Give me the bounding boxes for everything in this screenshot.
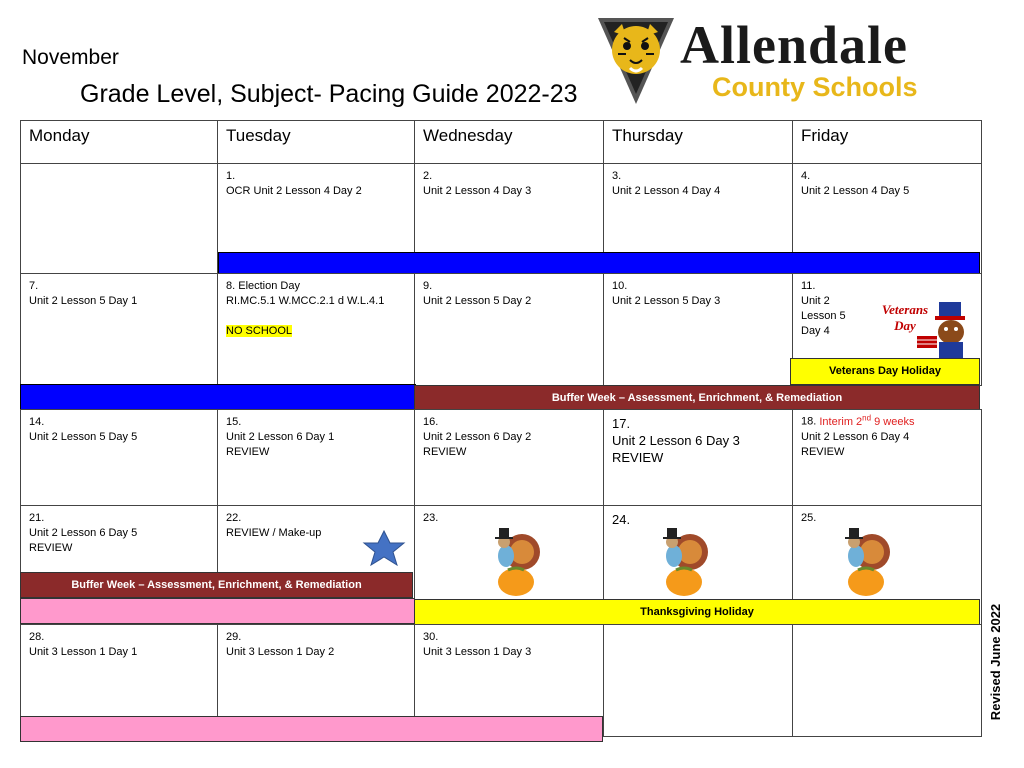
- day-cell-2: 2. Unit 2 Lesson 4 Day 3: [414, 163, 604, 274]
- day-cell-1: 1. OCR Unit 2 Lesson 4 Day 2: [217, 163, 415, 274]
- month-title: November: [22, 46, 119, 69]
- day-cell-16: 16. Unit 2 Lesson 6 Day 2 REVIEW: [414, 409, 604, 506]
- day-cell-17: 17. Unit 2 Lesson 6 Day 3 REVIEW: [603, 409, 793, 506]
- day-cell-3: 3. Unit 2 Lesson 4 Day 4: [603, 163, 793, 274]
- day-cell-22: 22. REVIEW / Make-up: [217, 505, 415, 625]
- thanksgiving-turkey-icon: [488, 526, 546, 598]
- week-bar-pink: [20, 598, 415, 624]
- day-cell-8: [217, 273, 415, 386]
- buffer-week-bar: Buffer Week – Assessment, Enrichment, & Remediation: [20, 572, 413, 598]
- day-cell-empty: [20, 163, 218, 274]
- day-cell-9: 9. Unit 2 Lesson 5 Day 2: [414, 273, 604, 386]
- page-title: Grade Level, Subject- Pacing Guide 2022-23: [80, 80, 578, 108]
- week-bar-pink: [20, 716, 603, 742]
- logo-name: Allendale: [680, 15, 909, 75]
- thanksgiving-turkey-icon: [838, 526, 896, 598]
- veterans-day-image: [869, 296, 979, 360]
- day-cell-7: 7. Unit 2 Lesson 5 Day 1: [20, 273, 218, 386]
- thanksgiving-holiday-bar: Thanksgiving Holiday: [414, 599, 980, 625]
- buffer-week-bar: Buffer Week – Assessment, Enrichment, & Remediation: [414, 385, 980, 411]
- day-cell-25: 25.: [792, 505, 982, 625]
- interim-text: Interim 2: [819, 415, 863, 428]
- day-cell-24: 24.: [603, 505, 793, 625]
- header-monday: Monday: [20, 120, 218, 164]
- veterans-holiday-bar: Veterans Day Holiday: [790, 358, 980, 385]
- day-cell-21: 21. Unit 2 Lesson 6 Day 5 REVIEW: [20, 505, 218, 625]
- header-friday: Friday: [792, 120, 982, 164]
- day-11-text: 11. Unit 2 Lesson 5 Day 4: [801, 280, 846, 337]
- day-18-number: 18.: [801, 415, 817, 428]
- day-cell-23: 23.: [414, 505, 604, 625]
- day-cell-empty: [603, 624, 793, 737]
- veterans-day-image-text-1: Veterans: [881, 302, 929, 317]
- day-cell-10: 10. Unit 2 Lesson 5 Day 3: [603, 273, 793, 386]
- revised-note: Revised June 2022: [988, 603, 1003, 721]
- day-cell-15: 15. Unit 2 Lesson 6 Day 1 REVIEW: [217, 409, 415, 506]
- day-18-heading: [801, 410, 973, 430]
- star-icon: [358, 530, 410, 566]
- header-tuesday: Tuesday: [217, 120, 415, 164]
- day-cell-30: 30. Unit 3 Lesson 1 Day 3: [414, 624, 604, 737]
- no-school-label: NO SCHOOL: [226, 325, 293, 337]
- interim-label: [819, 413, 915, 428]
- school-logo: [596, 12, 956, 108]
- logo-subtitle: County Schools: [712, 72, 918, 102]
- day-18-text: Unit 2 Lesson 6 Day 4 REVIEW: [801, 430, 910, 458]
- day-cell-28: 28. Unit 3 Lesson 1 Day 1: [20, 624, 218, 737]
- header-wednesday: Wednesday: [414, 120, 604, 164]
- interim-weeks: 9 weeks: [871, 415, 915, 428]
- day-cell-14: 14. Unit 2 Lesson 5 Day 5: [20, 409, 218, 506]
- day-8-text: 8. Election Day RI.MC.5.1 W.MCC.2.1 d W.L.4.1: [226, 280, 385, 307]
- veterans-day-image-text-2: Day: [894, 318, 916, 333]
- day-cell-4: 4. Unit 2 Lesson 4 Day 5: [792, 163, 982, 274]
- day-cell-29: 29. Unit 3 Lesson 1 Day 2: [217, 624, 415, 737]
- day-cell-18: [792, 409, 982, 506]
- day-cell-empty: [792, 624, 982, 737]
- tiger-mascot-icon: [596, 14, 676, 106]
- thanksgiving-turkey-icon: [656, 526, 714, 598]
- interim-sup: nd: [862, 413, 872, 422]
- week-bar-blue: [20, 384, 416, 410]
- header-thursday: Thursday: [603, 120, 793, 164]
